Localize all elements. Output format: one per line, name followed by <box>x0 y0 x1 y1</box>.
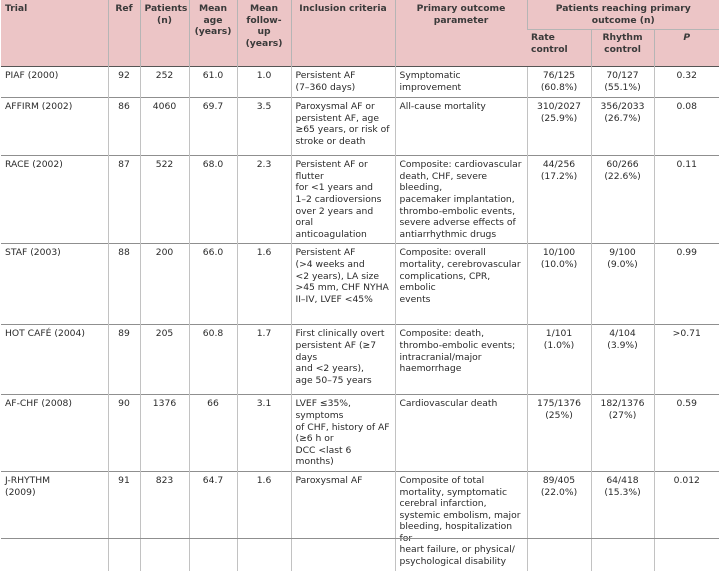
cell-primary: Symptomatic improvement <box>395 67 527 98</box>
cell-rate: 310/2027 (25.9%) <box>527 98 591 156</box>
cell-rate: 76/125 (60.8%) <box>527 67 591 98</box>
cell-age: 61.0 <box>189 67 237 98</box>
cell-rhythm: 70/127 (55.1%) <box>591 67 654 98</box>
cell-ref: 90 <box>108 395 140 472</box>
cell-primary: Composite: death, thrombo-embolic events; intracranial/major haemorrhage <box>395 325 527 395</box>
cell-age: 68.0 <box>189 156 237 244</box>
cell-inclusion: Paroxysmal AF or persistent AF, age ≥65 years, or risk of stroke or death <box>291 98 395 156</box>
cell-inclusion: Paroxysmal AF <box>291 471 395 570</box>
cell-inclusion: LVEF ≤35%, symptoms of CHF, history of AF (≥6 h or DCC <last 6 months) <box>291 395 395 472</box>
cell-followup: 1.7 <box>237 325 291 395</box>
header-rate-control: Rate control <box>527 30 591 67</box>
cell-age: 64.7 <box>189 471 237 570</box>
cell-p: 0.08 <box>654 98 719 156</box>
table-row <box>1 395 719 472</box>
cell-followup: 1.0 <box>237 67 291 98</box>
cell-trial: STAF (2003) <box>1 244 108 325</box>
cell-rate: 1/101 (1.0%) <box>527 325 591 395</box>
bottom-rule <box>1 538 719 539</box>
cell-primary: Composite: cardiovascular death, CHF, severe bleeding, pacemaker implantation, thrombo-embolic events, severe adverse effects of antiarrhythmic drugs <box>395 156 527 244</box>
cell-trial: AF-CHF (2008) <box>1 395 108 472</box>
header-inclusion: Inclusion criteria <box>291 0 395 67</box>
cell-primary: Composite: overall mortality, cerebrovascular complications, CPR, embolic events <box>395 244 527 325</box>
cell-patients: 4060 <box>140 98 189 156</box>
cell-followup: 1.6 <box>237 244 291 325</box>
cell-ref: 89 <box>108 325 140 395</box>
trials-table <box>1 0 719 571</box>
cell-primary: Composite of total mortality, symptomatic cerebral infarction, systemic embolism, major bleeding, hospitalization for heart failure, or physical/ psychological disability <box>395 471 527 570</box>
cell-p: 0.32 <box>654 67 719 98</box>
cell-rhythm: 356/2033 (26.7%) <box>591 98 654 156</box>
cell-p: 0.11 <box>654 156 719 244</box>
cell-trial: HOT CAFÉ (2004) <box>1 325 108 395</box>
cell-patients: 200 <box>140 244 189 325</box>
cell-age: 60.8 <box>189 325 237 395</box>
cell-trial: J-RHYTHM (2009) <box>1 471 108 570</box>
cell-p: 0.012 <box>654 471 719 570</box>
header-p: P <box>654 30 719 67</box>
cell-patients: 522 <box>140 156 189 244</box>
table-header <box>1 0 719 67</box>
cell-rate: 89/405 (22.0%) <box>527 471 591 570</box>
cell-ref: 92 <box>108 67 140 98</box>
cell-inclusion: Persistent AF (>4 weeks and <2 years), LA size >45 mm, CHF NYHA II–IV, LVEF <45% <box>291 244 395 325</box>
table-row <box>1 98 719 156</box>
header-mean-followup: Mean follow-up (years) <box>237 0 291 67</box>
header-patients-reaching: Patients reaching primary outcome (n) <box>527 0 719 30</box>
header-primary-param: Primary outcome parameter <box>395 0 527 67</box>
cell-p: 0.99 <box>654 244 719 325</box>
cell-primary: All-cause mortality <box>395 98 527 156</box>
cell-followup: 3.1 <box>237 395 291 472</box>
header-rhythm-control: Rhythm control <box>591 30 654 67</box>
cell-rate: 10/100 (10.0%) <box>527 244 591 325</box>
table-row <box>1 67 719 98</box>
cell-rate: 175/1376 (25%) <box>527 395 591 472</box>
table-row <box>1 471 719 570</box>
cell-rhythm: 9/100 (9.0%) <box>591 244 654 325</box>
cell-rhythm: 60/266 (22.6%) <box>591 156 654 244</box>
cell-inclusion: First clinically overt persistent AF (≥7 days and <2 years), age 50–75 years <box>291 325 395 395</box>
cell-ref: 88 <box>108 244 140 325</box>
cell-ref: 87 <box>108 156 140 244</box>
cell-rhythm: 182/1376 (27%) <box>591 395 654 472</box>
cell-followup: 2.3 <box>237 156 291 244</box>
header-ref: Ref <box>108 0 140 67</box>
cell-p: >0.71 <box>654 325 719 395</box>
cell-rhythm: 64/418 (15.3%) <box>591 471 654 570</box>
table-row <box>1 325 719 395</box>
cell-ref: 91 <box>108 471 140 570</box>
cell-patients: 1376 <box>140 395 189 472</box>
cell-patients: 823 <box>140 471 189 570</box>
table-body <box>1 67 719 571</box>
cell-rate: 44/256 (17.2%) <box>527 156 591 244</box>
cell-age: 66.0 <box>189 244 237 325</box>
cell-patients: 252 <box>140 67 189 98</box>
cell-trial: AFFIRM (2002) <box>1 98 108 156</box>
cell-trial: PIAF (2000) <box>1 67 108 98</box>
cell-inclusion: Persistent AF (7–360 days) <box>291 67 395 98</box>
cell-trial: RACE (2002) <box>1 156 108 244</box>
cell-primary: Cardiovascular death <box>395 395 527 472</box>
header-mean-age: Mean age (years) <box>189 0 237 67</box>
cell-followup: 3.5 <box>237 98 291 156</box>
header-patients: Patients (n) <box>140 0 189 67</box>
header-trial: Trial <box>1 0 108 67</box>
cell-age: 69.7 <box>189 98 237 156</box>
cell-inclusion: Persistent AF or flutter for <1 years and 1–2 cardioversions over 2 years and oral anticoagulation <box>291 156 395 244</box>
cell-age: 66 <box>189 395 237 472</box>
cell-followup: 1.6 <box>237 471 291 570</box>
cell-patients: 205 <box>140 325 189 395</box>
table-row <box>1 244 719 325</box>
cell-rhythm: 4/104 (3.9%) <box>591 325 654 395</box>
cell-p: 0.59 <box>654 395 719 472</box>
cell-ref: 86 <box>108 98 140 156</box>
table-row <box>1 156 719 244</box>
